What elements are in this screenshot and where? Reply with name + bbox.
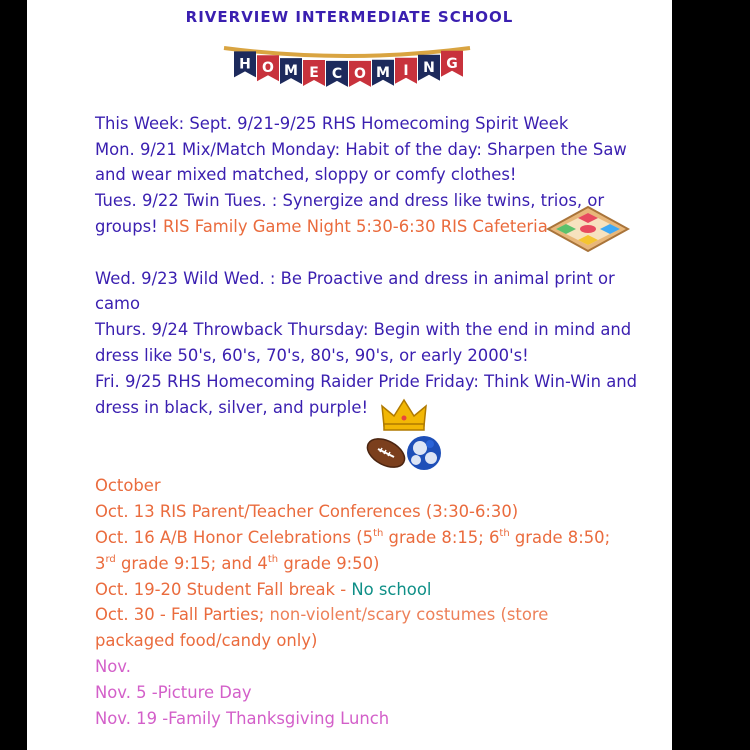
school-title: RIVERVIEW INTERMEDIATE SCHOOL <box>185 8 514 26</box>
banner-letter: O <box>354 65 366 82</box>
friday-line-1: Fri. 9/25 RHS Homecoming Raider Pride Friday: Think Win-Win and <box>95 372 638 391</box>
banner-pennant <box>441 51 463 77</box>
banner-pennant <box>280 58 302 84</box>
honor-line-2 <box>95 554 379 574</box>
wednesday-line-1: Wed. 9/23 Wild Wed. : Be Proactive and dress in animal print or <box>95 269 615 288</box>
honor-text-5: grade 9:15; and 4 <box>115 554 268 573</box>
banner-letter: O <box>262 60 274 77</box>
fall-parties-line-2: packaged food/candy only) <box>95 631 318 650</box>
conferences-line: Oct. 13 RIS Parent/Teacher Conferences (3:30-6:30) <box>95 502 519 521</box>
honor-text-6: grade 9:50) <box>278 554 380 573</box>
fall-break-line <box>95 580 431 600</box>
costumes-text: non-violent/scary costumes (store <box>269 605 549 624</box>
banner-pennant <box>257 55 279 81</box>
honor-text-2: grade 8:15; 6 <box>383 528 500 547</box>
thursday-line-1: Thurs. 9/24 Throwback Thursday: Begin with the end in mind and <box>95 320 632 339</box>
fall-break-text: Oct. 19-20 Student Fall break - <box>95 580 347 599</box>
no-school-text: No school <box>351 580 432 599</box>
homecoming-banner <box>220 42 474 92</box>
honor-sup-1: th <box>373 527 384 539</box>
october-heading: October <box>95 476 161 495</box>
banner-pennant <box>326 61 348 87</box>
tuesday-text: groups! <box>95 217 158 236</box>
banner-pennant <box>372 60 394 86</box>
honor-sup-4: th <box>267 553 279 565</box>
fall-parties-text: Oct. 30 - Fall Parties; <box>95 605 265 624</box>
honor-text-1: Oct. 16 A/B Honor Celebrations (5 <box>95 528 374 547</box>
honor-text-3: grade 8:50; <box>509 528 611 547</box>
spirit-week-heading: This Week: Sept. 9/21-9/25 RHS Homecoming Spirit Week <box>95 114 569 133</box>
tuesday-line-2 <box>95 217 548 237</box>
thanksgiving-lunch-line: Nov. 19 -Family Thanksgiving Lunch <box>95 709 390 728</box>
sports-icons <box>364 398 450 476</box>
tuesday-line-1: Tues. 9/22 Twin Tues. : Synergize and dress like twins, trios, or <box>95 191 605 210</box>
flyer-page <box>27 0 672 750</box>
banner-letter: E <box>309 64 319 81</box>
football-icon <box>364 433 409 473</box>
banner-letter: G <box>446 55 458 72</box>
friday-line-2: dress in black, silver, and purple! <box>95 398 369 417</box>
banner-letter: I <box>403 62 409 79</box>
honor-sup-3: rd <box>105 553 116 565</box>
monday-line-2: and wear mixed matched, sloppy or comfy clothes! <box>95 165 517 184</box>
wednesday-line-2: camo <box>95 294 141 313</box>
honor-text-4: 3 <box>95 554 106 573</box>
banner-pennant <box>395 58 417 84</box>
game-night-event: RIS Family Game Night 5:30-6:30 RIS Cafeteria <box>162 217 548 236</box>
fall-parties-line-1 <box>95 605 548 625</box>
honor-line-1 <box>95 528 610 548</box>
banner-letter: M <box>376 64 390 81</box>
banner-pennant <box>349 61 371 87</box>
pom-pom-icon <box>407 436 441 470</box>
banner-pennant <box>234 51 256 77</box>
game-board-icon <box>546 205 630 253</box>
november-heading: Nov. <box>95 657 131 676</box>
banner-letter: H <box>239 56 251 73</box>
banner-letter: N <box>423 59 435 76</box>
banner-pennant <box>418 55 440 81</box>
crown-icon <box>382 400 426 430</box>
banner-letter: C <box>331 65 343 82</box>
honor-sup-2: th <box>499 527 510 539</box>
banner-letter: M <box>284 63 298 80</box>
picture-day-line: Nov. 5 -Picture Day <box>95 683 252 702</box>
monday-line-1: Mon. 9/21 Mix/Match Monday: Habit of the day: Sharpen the Saw <box>95 140 627 159</box>
thursday-line-2: dress like 50's, 60's, 70's, 80's, 90's, or early 2000's! <box>95 346 529 365</box>
banner-pennant <box>303 60 325 86</box>
